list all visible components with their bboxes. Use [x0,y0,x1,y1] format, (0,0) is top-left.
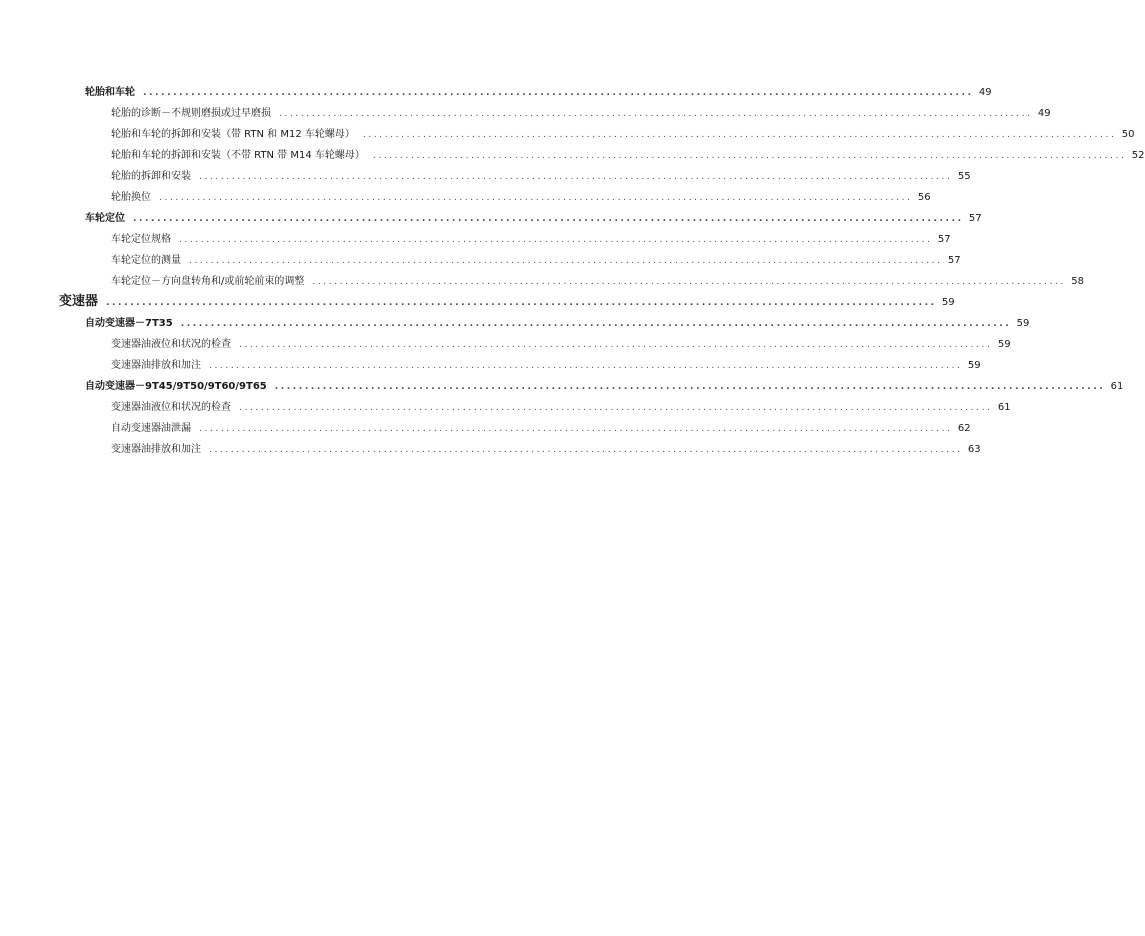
toc-entry[interactable] [111,191,931,205]
toc-entry-title: 轮胎的拆卸和安装 [111,171,191,182]
dot-leader: .......................................................................................................................................... [279,109,1033,119]
toc-entry-title: 自动变速器油泄漏 [111,423,191,434]
dot-leader: .......................................................................................................................................... [312,277,1066,287]
dot-leader: .......................................................................................................................................... [372,151,1127,161]
toc-entry-title: 变速器油液位和状况的检查 [111,402,231,413]
toc-entry[interactable] [111,149,1145,163]
toc-entry-page: 55 [957,171,971,182]
toc-entry-title: 变速器油排放和加注 [111,360,201,371]
dot-leader: .......................................................................................................................................... [159,193,913,203]
toc-entry[interactable] [111,170,971,184]
toc-entry-page: 62 [957,423,971,434]
toc-entry-title: 轮胎和车轮 [85,87,135,98]
toc-entry-title: 轮胎和车轮的拆卸和安装（不带 RTN 带 M14 车轮螺母） [111,150,365,161]
toc-section-title: 变速器 [59,294,99,309]
toc-entry[interactable] [111,401,1011,415]
dot-leader: .......................................................................................................................................... [180,319,1012,329]
toc-entry-7t35[interactable] [85,317,1030,331]
dot-leader: .......................................................................................................................................... [106,298,937,308]
toc-entry[interactable] [111,443,981,457]
dot-leader: .......................................................................................................................................... [239,403,993,413]
toc-entry-title: 车轮定位－方向盘转角和/或前轮前束的调整 [111,276,305,287]
toc-entry[interactable] [111,254,961,268]
dot-leader: .......................................................................................................................................... [362,130,1117,140]
toc-entry-page: 49 [1037,108,1051,119]
toc-entry-page: 56 [917,192,931,203]
toc-entry-page: 57 [947,255,961,266]
toc-entry-title: 车轮定位 [85,213,125,224]
toc-entry-title: 自动变速器－9T45/9T50/9T60/9T65 [85,381,267,392]
toc-entry-title: 变速器油排放和加注 [111,444,201,455]
toc-entry-page: 49 [978,87,992,98]
toc-entry-title: 轮胎换位 [111,192,151,203]
toc-entry-page: 63 [967,444,981,455]
toc-entry-title: 自动变速器－7T35 [85,318,173,329]
toc-entry-page: 59 [967,360,981,371]
toc-entry-9t-series[interactable] [85,380,1124,394]
toc-entry-title: 变速器油液位和状况的检查 [111,339,231,350]
toc-entry-page: 59 [1016,318,1030,329]
toc-entry-page: 61 [997,402,1011,413]
toc-entry-title: 轮胎和车轮的拆卸和安装（带 RTN 和 M12 车轮螺母） [111,129,355,140]
toc-entry-title: 车轮定位规格 [111,234,171,245]
toc-entry-page: 57 [968,213,982,224]
toc-entry-page: 52 [1131,150,1145,161]
dot-leader: .......................................................................................................................................... [209,445,963,455]
toc-entry[interactable] [111,359,981,373]
toc-entry[interactable] [111,107,1051,121]
toc-entry[interactable] [111,233,951,247]
toc-entry-tires-and-wheels[interactable] [85,86,992,100]
toc-entry-page: 59 [997,339,1011,350]
dot-leader: .......................................................................................................................................... [199,172,953,182]
dot-leader: .......................................................................................................................................... [199,424,953,434]
toc-entry-page: 58 [1071,276,1084,287]
toc-entry[interactable] [111,275,1084,289]
dot-leader: .......................................................................................................................................... [274,382,1106,392]
toc-entry[interactable] [111,338,1011,352]
toc-entry[interactable] [111,422,971,436]
toc-entry-page: 59 [941,297,955,308]
toc-entry-wheel-alignment[interactable] [85,212,982,226]
dot-leader: .......................................................................................................................................... [179,235,933,245]
toc-section-transmission[interactable] [59,294,955,310]
toc-entry-title: 轮胎的诊断－不规则磨损或过早磨损 [111,108,271,119]
dot-leader: .......................................................................................................................................... [239,340,993,350]
toc-entry-page: 57 [937,234,951,245]
dot-leader: .......................................................................................................................................... [189,256,943,266]
dot-leader: .......................................................................................................................................... [209,361,963,371]
dot-leader: .......................................................................................................................................... [143,88,974,98]
toc-entry[interactable] [111,128,1135,142]
toc-entry-title: 车轮定位的测量 [111,255,181,266]
toc-entry-page: 50 [1121,129,1135,140]
dot-leader: .......................................................................................................................................... [133,214,964,224]
toc-entry-page: 61 [1110,381,1124,392]
